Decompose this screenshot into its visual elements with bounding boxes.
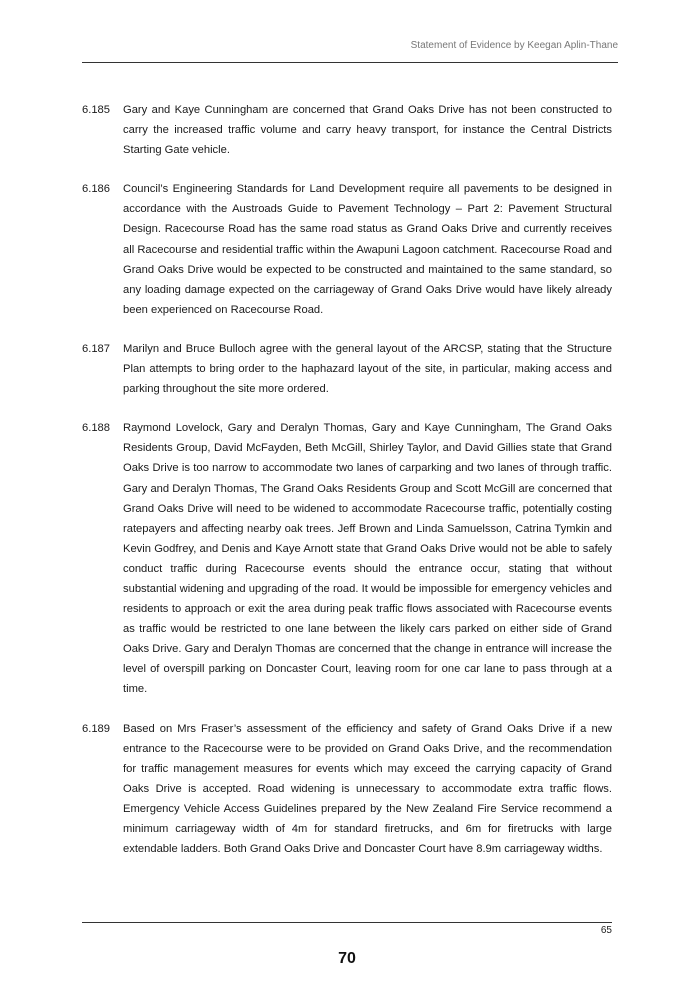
paragraph-6-189 <box>82 719 612 860</box>
paragraph-text: Gary and Kaye Cunningham are concerned that Grand Oaks Drive has not been constructed to carry the increased traffic volume and carry heavy transport, for instance the Central Districts Starting Gate vehicle. <box>123 104 612 157</box>
document-body <box>82 100 612 878</box>
page-header: Statement of Evidence by Keegan Aplin-Thane <box>410 40 618 51</box>
paragraph-text: Based on Mrs Fraser’s assessment of the efficiency and safety of Grand Oaks Drive if a new entrance to the Racecourse were to be provided on Grand Oaks Drive, and the recommendation for traffic management measures for events which may exceed the carrying capacity of Grand Oaks Drive is accepted. Road widening is unnecessary to accommodate extra traffic flows. Emergency Vehicle Access Guidelines prepared by the New Zealand Fire Service recommend a minimum carriageway width of 4m for standard firetrucks, and 6m for firetrucks with large extendable ladders. Both Grand Oaks Drive and Doncaster Court have 8.9m carriageway widths. <box>123 722 612 856</box>
paragraph-text: Council’s Engineering Standards for Land Development require all pavements to be designed in accordance with the Austroads Guide to Pavement Technology – Part 2: Pavement Structural Design. Racecourse Road has the same road status as Grand Oaks Drive and currently receives all Racecourse and residential traffic within the Awapuni Lagoon catchment. Racecourse Road and Grand Oaks Drive would be expected to be constructed and maintained to the same standard, so any loading damage expected on the carriageway of Grand Oaks Drive would have likely already been experienced on Racecourse Road. <box>123 183 612 316</box>
page-number: 65 <box>600 925 612 936</box>
paragraph-6-187 <box>82 339 612 399</box>
paragraph-text: Marilyn and Bruce Bulloch agree with the general layout of the ARCSP, stating that the Structure Plan attempts to bring order to the haphazard layout of the site, in particular, making access and parking throughout the site more ordered. <box>123 342 612 396</box>
paragraph-number: 6.187 <box>82 342 110 355</box>
paragraph-6-188 <box>82 418 612 699</box>
footer-divider <box>82 922 612 923</box>
document-page-number: 70 <box>338 950 356 967</box>
paragraph-6-186 <box>82 179 612 320</box>
paragraph-number: 6.188 <box>82 422 110 435</box>
header-divider <box>82 62 618 63</box>
paragraph-text: Raymond Lovelock, Gary and Deralyn Thomas, Gary and Kaye Cunningham, The Grand Oaks Residents Group, David McFayden, Beth McGill, Shirley Taylor, and David Gillies state that Grand Oaks Drive is too narrow to accommodate two lanes of carparking and two lanes of through traffic. Gary and Deralyn Thomas, The Grand Oaks Residents Group and Scott McGill are concerned that Grand Oaks Drive will need to be widened to accommodate Racecourse traffic, potentially costing ratepayers and affecting nearby oak trees. Jeff Brown and Linda Samuelsson, Catrina Tymkin and Kevin Godfrey, and Denis and Kaye Arnott state that Grand Oaks Drive would not be able to safely conduct traffic during Racecourse events should the entrance occur, stating that without substantial widening and upgrading of the road. It would be impossible for emergency vehicles and residents to approach or exit the area during peak traffic flows associated with Racecourse events as traffic would be restricted to one lane between the likely cars parked on either side of Grand Oaks Drive. Gary and Deralyn Thomas are concerned that the change in entrance will increase the level of overspill parking on Doncaster Court, leaving room for one car lane to pass through at a time. <box>123 422 612 696</box>
paragraph-number: 6.189 <box>82 722 110 735</box>
paragraph-number: 6.186 <box>82 183 110 196</box>
paragraph-6-185 <box>82 100 612 160</box>
paragraph-number: 6.185 <box>82 104 110 116</box>
